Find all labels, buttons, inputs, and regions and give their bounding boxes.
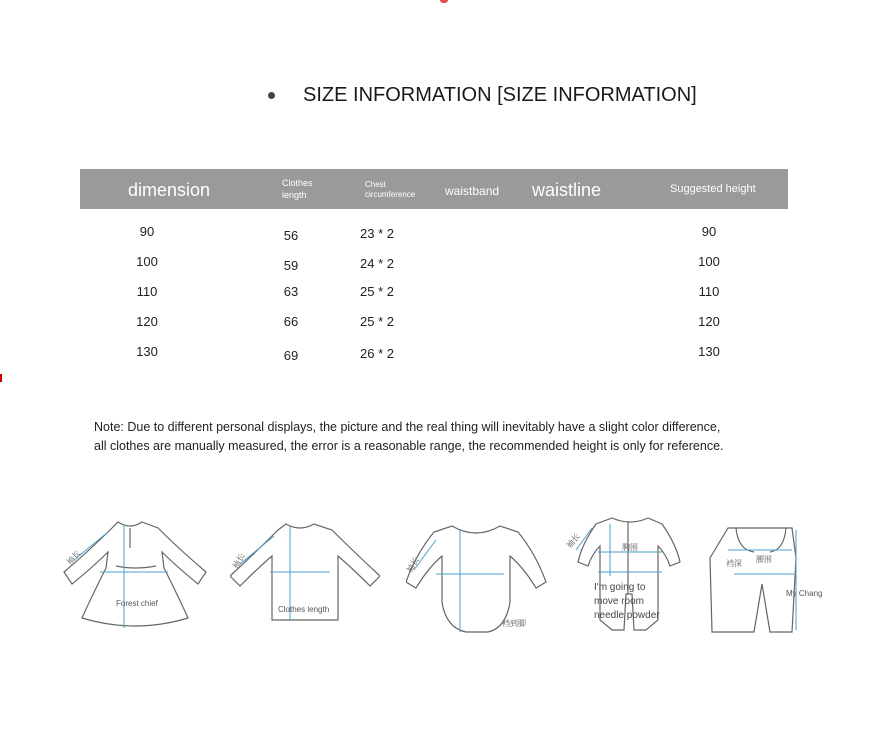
edge-marker bbox=[0, 374, 2, 382]
cell-height: 130 bbox=[698, 344, 720, 359]
sleeve-label: 袖长 bbox=[64, 548, 83, 567]
cell-height: 110 bbox=[698, 284, 720, 299]
footed-jumpsuit-diagram-icon bbox=[558, 510, 708, 640]
cell-height: 120 bbox=[698, 314, 720, 329]
page-title: SIZE INFORMATION [SIZE INFORMATION] bbox=[303, 84, 697, 106]
cell-chest: 23 * 2 bbox=[360, 226, 394, 241]
header-dimension: dimension bbox=[128, 180, 211, 200]
cell-length: 56 bbox=[283, 228, 299, 243]
cell-dimension: 110 bbox=[136, 284, 158, 299]
sleeve-label: 袖长 bbox=[564, 531, 582, 550]
header-waistline: waistline bbox=[532, 180, 602, 200]
table-row bbox=[0, 284, 882, 304]
pants-diagram-icon bbox=[698, 510, 848, 640]
header-clothes-length: Clothes length bbox=[282, 178, 313, 200]
sleeve-label: 袖长 bbox=[406, 555, 421, 575]
bodysuit-diagram-icon bbox=[406, 510, 556, 640]
header-chest: Chest circumference bbox=[365, 180, 416, 199]
header-waistband: waistband bbox=[445, 184, 500, 198]
note-line-2: all clothes are manually measured, the error is a reasonable range, the recommended height is only for reference. bbox=[94, 439, 724, 453]
jumpsuit-label-2: move room bbox=[594, 596, 645, 607]
cell-chest: 26 * 2 bbox=[360, 346, 394, 361]
cell-height: 90 bbox=[701, 224, 717, 239]
jumpsuit-label-3: needle powder bbox=[594, 610, 660, 621]
dress-diagram-icon bbox=[60, 510, 210, 640]
romper-label: 裆到脚 bbox=[502, 619, 526, 628]
pants-label: My Chang bbox=[786, 589, 823, 598]
chest-label: 胸围 bbox=[622, 543, 638, 552]
table-row bbox=[0, 254, 882, 274]
waist-label: 腰围 bbox=[756, 555, 772, 564]
cell-chest: 24 * 2 bbox=[360, 256, 394, 271]
cell-dimension: 90 bbox=[139, 224, 155, 239]
cell-height: 100 bbox=[698, 254, 720, 269]
table-row bbox=[0, 344, 882, 364]
note-text bbox=[94, 418, 794, 456]
top-decoration bbox=[440, 0, 448, 3]
cell-dimension: 120 bbox=[136, 314, 158, 329]
note-line-1: Note: Due to different personal displays, the picture and the real thing will inevitably have a slight color difference, bbox=[94, 420, 721, 434]
table-header bbox=[80, 169, 788, 209]
longsleeve-top-diagram-icon bbox=[230, 510, 380, 640]
top-label: Clothes length bbox=[278, 605, 330, 614]
cell-length: 63 bbox=[283, 284, 299, 299]
header-suggested-height: Suggested height bbox=[670, 183, 756, 195]
measurement-diagrams bbox=[58, 510, 838, 650]
cell-chest: 25 * 2 bbox=[360, 314, 394, 329]
cell-chest: 25 * 2 bbox=[360, 284, 394, 299]
sleeve-label: 袖长 bbox=[230, 551, 247, 571]
title-row bbox=[268, 84, 697, 107]
hip-label: 裆深 bbox=[726, 559, 742, 568]
cell-length: 66 bbox=[283, 314, 299, 329]
cell-length: 69 bbox=[283, 348, 299, 363]
cell-length: 59 bbox=[283, 258, 299, 273]
dress-label: Forest chief bbox=[116, 599, 158, 608]
jumpsuit-label-1: I'm going to bbox=[594, 582, 646, 593]
cell-dimension: 100 bbox=[136, 254, 158, 269]
table-row bbox=[0, 224, 882, 244]
cell-dimension: 130 bbox=[136, 344, 158, 359]
bullet-icon bbox=[268, 92, 275, 99]
table-row bbox=[0, 314, 882, 334]
